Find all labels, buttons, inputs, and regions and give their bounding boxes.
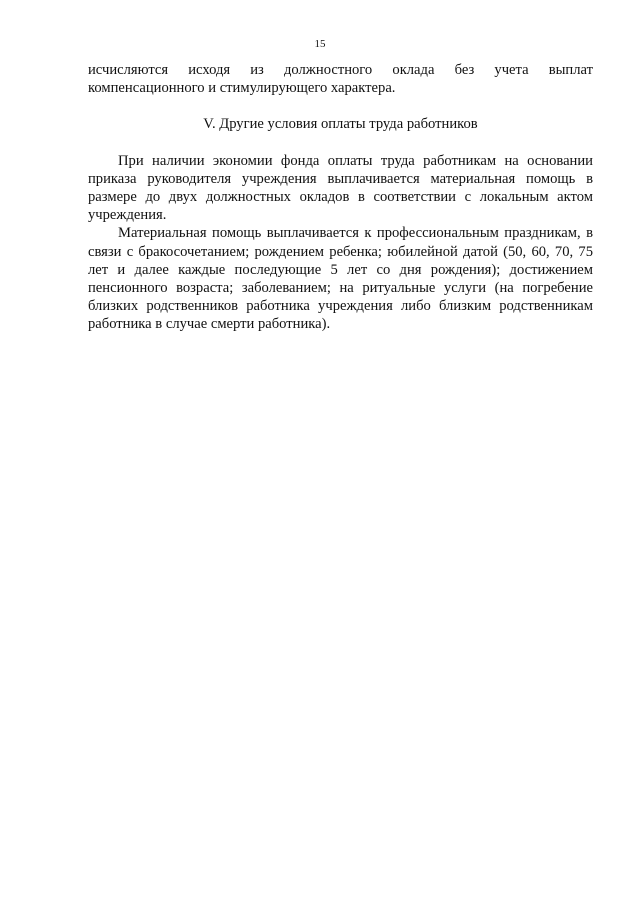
document-body <box>88 61 593 334</box>
savings-paragraph: При наличии экономии фонда оплаты труда работникам на основании приказа руководителя учреждения выплачивается материальная помощь в размере до двух должностных окладов в соответствии с локальным актом учреждения. <box>88 152 593 224</box>
section-heading: V. Другие условия оплаты труда работников <box>203 116 478 133</box>
page-number: 15 <box>314 38 326 50</box>
material-aid-paragraph: Материальная помощь выплачивается к профессиональным праздникам, в связи с бракосочетанием; рождением ребенка; юбилейной датой (50, 60, 70, 75 лет и далее каждые последующие 5 лет со дня рождения); достижением пенсионного возраста; заболеванием; на ритуальные услуги (на погребение близких родственников работника учреждения либо близким родственникам работника в случае смерти работника). <box>88 225 593 333</box>
continuation-paragraph: исчисляются исходя из должностного оклада без учета выплат компенсационного и стимулирующего характера. <box>88 62 593 97</box>
